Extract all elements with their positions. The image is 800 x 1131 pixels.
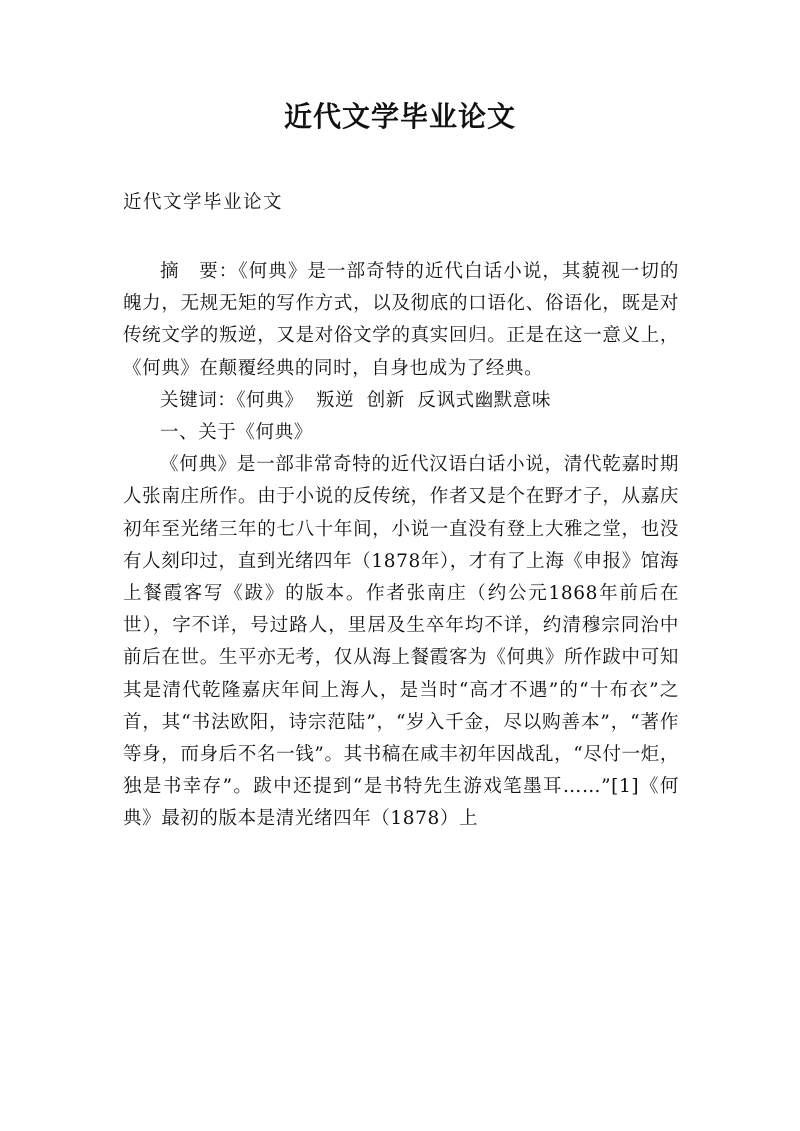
document-body <box>123 256 679 836</box>
document-subtitle: 近代文学毕业论文 <box>123 192 284 213</box>
abstract-paragraph: 摘 要：《何典》是一部奇特的近代白话小说，其藐视一切的魄力，无规无矩的写作方式，以及彻底的口语化、俗语化，既是对传统文学的叛逆，又是对俗文学的真实回归。正是在这一意义上，《何典》在颠覆经典的同时，自身也成为了经典。 <box>123 261 679 379</box>
document-title: 近代文学毕业论文 <box>283 100 516 133</box>
body-paragraph: 《何典》是一部非常奇特的近代汉语白话小说，清代乾嘉时期人张南庄所作。由于小说的反传统，作者又是个在野才子，从嘉庆初年至光绪三年的七八十年间，小说一直没有登上大雅之堂，也没有人刻印过，直到光绪四年（1878年），才有了上海《申报》馆海上餐霞客写《跋》的版本。作者张南庄（约公元1868年前后在世），字不详，号过路人，里居及生卒年均不详，约清穆宗同治中前后在世。生平亦无考，仅从海上餐霞客为《何典》所作跋中可知其是清代乾隆嘉庆年间上海人，是当时“高才不遇”的“十布衣”之首，其“书法欧阳，诗宗范陆”，“岁入千金，尽以购善本”，“著作等身，而身后不名一钱”。其书稿在咸丰初年因战乱，“尽付一炬，独是书幸存”。跋中还提到“是书特先生游戏笔墨耳……”[1]《何典》最初的版本是清光绪四年（1878）上 <box>123 454 679 830</box>
section-heading: 一、关于《何典》 <box>160 422 313 444</box>
keywords-line: 关键词：《何典》 叛逆 创新 反讽式幽默意味 <box>160 389 552 411</box>
